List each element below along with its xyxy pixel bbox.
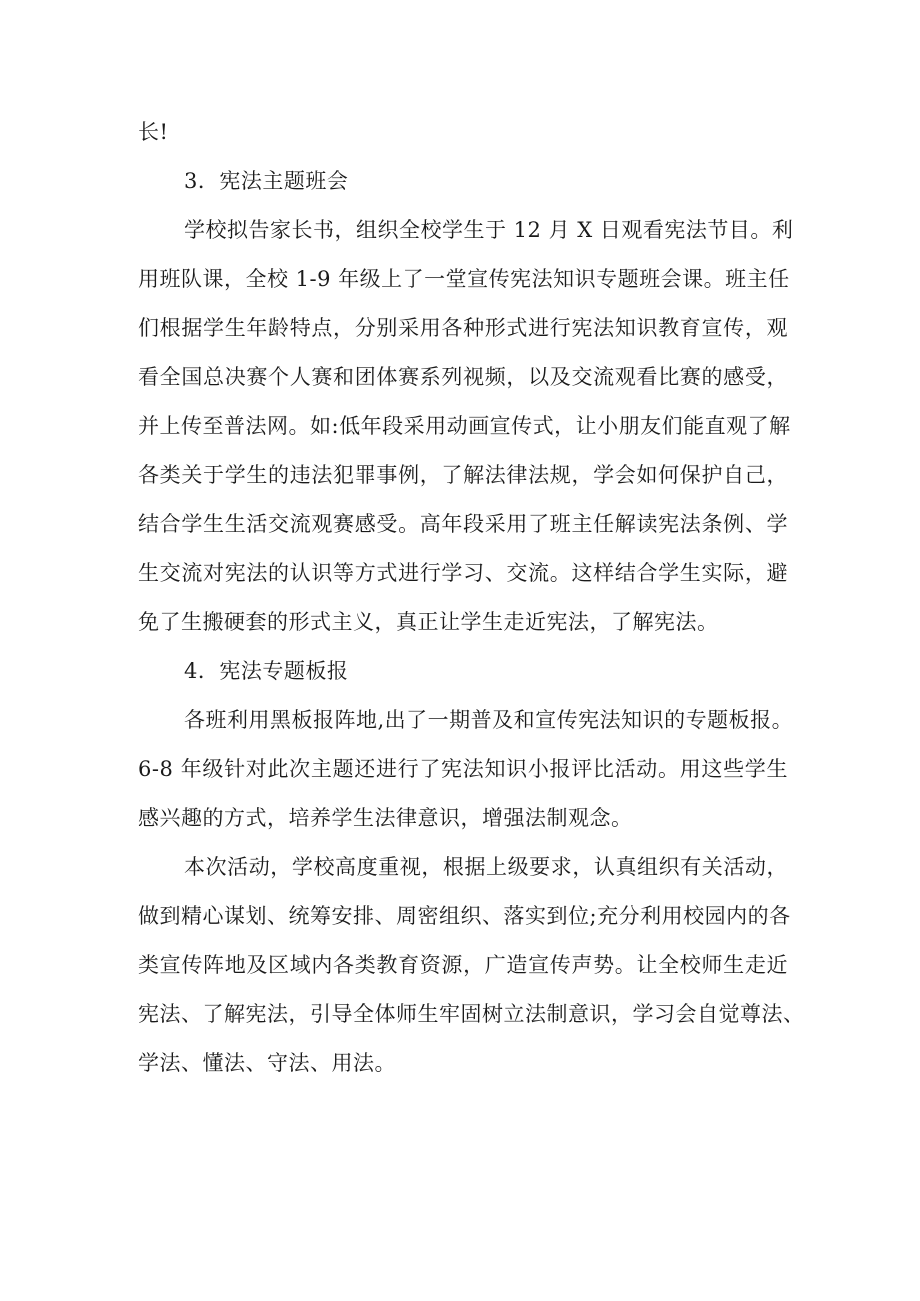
paragraph-line: 生交流对宪法的认识等方式进行学习、交流。这样结合学生实际，避 — [138, 561, 788, 585]
paragraph-line: 学校拟告家长书，组织全校学生于 12 月 X 日观看宪法节目。利 — [184, 218, 794, 242]
paragraph-line: 们根据学生年龄特点，分别采用各种形式进行宪法知识教育宣传，观 — [138, 316, 788, 340]
paragraph-line: 结合学生生活交流观赛感受。高年段采用了班主任解读宪法条例、学 — [138, 512, 788, 536]
paragraph-line: 各类关于学生的违法犯罪事例，了解法律法规，学会如何保护自己， — [138, 463, 788, 487]
section-heading-3: 3．宪法主题班会 — [184, 169, 349, 193]
paragraph-line: 看全国总决赛个人赛和团体赛系列视频，以及交流观看比赛的感受， — [138, 365, 788, 389]
paragraph-line: 感兴趣的方式，培养学生法律意识，增强法制观念。 — [138, 806, 633, 830]
paragraph-line: 6-8 年级针对此次主题还进行了宪法知识小报评比活动。用这些学生 — [138, 757, 788, 781]
paragraph-line: 免了生搬硬套的形式主义，真正让学生走近宪法，了解宪法。 — [138, 610, 719, 634]
paragraph-line: 宪法、了解宪法，引导全体师生牢固树立法制意识，学习会自觉尊法、 — [138, 1002, 805, 1026]
paragraph-line: 各班利用黑板报阵地,出了一期普及和宣传宪法知识的专题板报。 — [184, 708, 794, 732]
paragraph-line: 并上传至普法网。如:低年段采用动画宣传式，让小朋友们能直观了解 — [138, 414, 791, 438]
paragraph-line: 做到精心谋划、统筹安排、周密组织、落实到位;充分利用校园内的各 — [138, 904, 791, 928]
paragraph-line: 本次活动，学校高度重视，根据上级要求，认真组织有关活动， — [184, 855, 788, 879]
paragraph-line: 学法、懂法、守法、用法。 — [138, 1051, 396, 1075]
paragraph-tail-line: 长! — [138, 120, 169, 144]
paragraph-line: 类宣传阵地及区域内各类教育资源，广造宣传声势。让全校师生走近 — [138, 953, 788, 977]
section-heading-4: 4．宪法专题板报 — [184, 659, 349, 683]
paragraph-line: 用班队课，全校 1-9 年级上了一堂宣传宪法知识专题班会课。班主任 — [138, 267, 790, 291]
